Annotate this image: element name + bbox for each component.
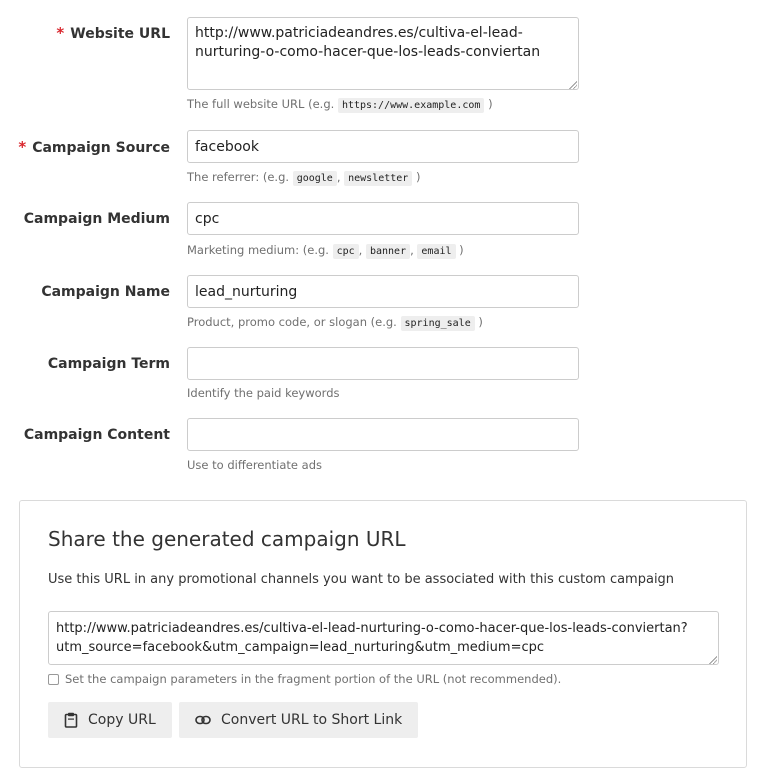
share-panel-description: Use this URL in any promotional channels you want to be associated with this custom campaign xyxy=(48,572,675,587)
short-link-button[interactable] xyxy=(179,702,418,738)
campaign-source-input[interactable] xyxy=(187,130,579,163)
website-url-help: The full website URL (e.g. https://www.example.com ) xyxy=(187,97,493,111)
campaign-term-help: Identify the paid keywords xyxy=(187,386,340,400)
campaign-content-label: Campaign Content xyxy=(23,427,170,443)
generated-url-output[interactable] xyxy=(48,611,719,665)
website-url-label: * Website URL xyxy=(56,24,170,42)
link-icon xyxy=(195,715,211,725)
campaign-medium-input[interactable] xyxy=(187,202,579,235)
website-url-input[interactable] xyxy=(187,17,579,90)
short-link-label: Convert URL to Short Link xyxy=(221,712,403,728)
campaign-source-help: The referrer: (e.g. google , newsletter ) xyxy=(187,170,421,184)
required-mark: * xyxy=(56,24,65,42)
fragment-checkbox-label: Set the campaign parameters in the fragment portion of the URL (not recommended). xyxy=(65,672,562,686)
share-panel-title: Share the generated campaign URL xyxy=(48,527,406,551)
campaign-source-label: * Campaign Source xyxy=(18,138,170,156)
campaign-medium-help: Marketing medium: (e.g. cpc , banner , email ) xyxy=(187,243,464,257)
campaign-name-input[interactable] xyxy=(187,275,579,308)
copy-url-label: Copy URL xyxy=(88,712,156,728)
required-mark: * xyxy=(18,138,27,156)
share-panel xyxy=(19,500,747,768)
copy-url-button[interactable] xyxy=(48,702,172,738)
fragment-checkbox[interactable] xyxy=(48,674,59,685)
clipboard-icon xyxy=(64,712,78,728)
campaign-content-help: Use to differentiate ads xyxy=(187,458,323,472)
campaign-name-label: Campaign Name xyxy=(41,284,170,300)
campaign-term-label: Campaign Term xyxy=(47,356,170,372)
campaign-term-input[interactable] xyxy=(187,347,579,380)
resize-handle-icon[interactable] xyxy=(568,80,577,89)
campaign-content-input[interactable] xyxy=(187,418,579,451)
fragment-option[interactable] xyxy=(48,672,561,686)
campaign-medium-label: Campaign Medium xyxy=(23,211,170,227)
resize-handle-icon[interactable] xyxy=(708,655,717,664)
campaign-name-help: Product, promo code, or slogan (e.g. spring_sale ) xyxy=(187,315,483,329)
